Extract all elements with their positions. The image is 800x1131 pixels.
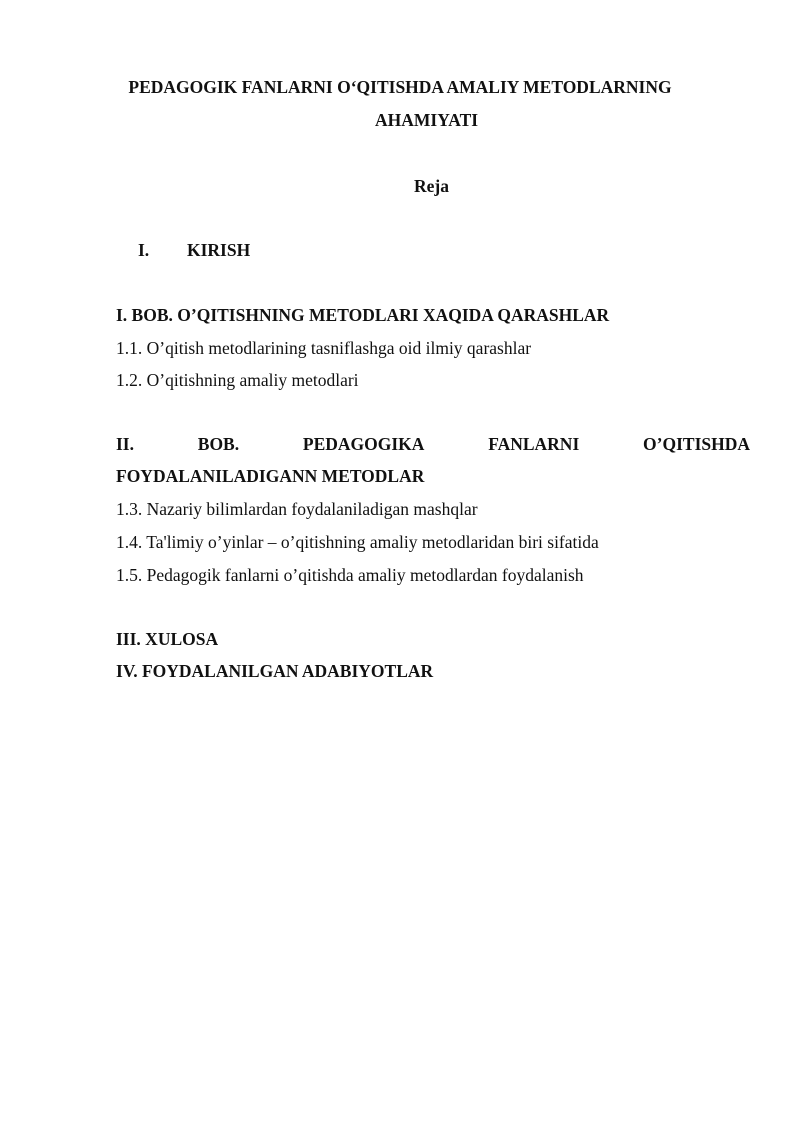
- chapter2-heading-word: II.: [116, 434, 134, 454]
- chapter2-heading-line-2: FOYDALANILADIGANN METODLAR: [116, 466, 425, 486]
- chapter2-item-3: 1.5. Pedagogik fanlarni o’qitishda amaliy metodlardan foydalanish: [116, 565, 584, 585]
- chapter2-heading-line-1: [116, 433, 750, 455]
- chapter2-heading-word: PEDAGOGIKA: [302, 434, 425, 454]
- title-line-1: PEDAGOGIK FANLARNI O‘QITISHDA AMALIY METODLARNING: [128, 77, 672, 97]
- chapter1-item-2: 1.2. O’qitishning amaliy metodlari: [116, 370, 359, 390]
- chapter2-heading-word: O’QITISHDA: [643, 434, 750, 454]
- chapter2-item-2: 1.4. Ta'limiy o’yinlar – o’qitishning amaliy metodlaridan biri sifatida: [116, 532, 599, 552]
- plan-heading: Reja: [414, 176, 449, 196]
- chapter2-heading-word: FANLARNI: [488, 434, 580, 454]
- title-line-2: AHAMIYATI: [375, 110, 479, 130]
- chapter1-item-1: 1.1. O’qitish metodlarining tasniflashga oid ilmiy qarashlar: [116, 338, 532, 358]
- intro-numeral: I.: [138, 240, 150, 260]
- chapter2-heading-word: BOB.: [197, 434, 240, 454]
- intro-label: KIRISH: [187, 240, 251, 260]
- references-heading: IV. FOYDALANILGAN ADABIYOTLAR: [116, 661, 434, 681]
- chapter2-item-1: 1.3. Nazariy bilimlardan foydalaniladigan mashqlar: [116, 499, 478, 519]
- conclusion-heading: III. XULOSA: [116, 629, 219, 649]
- chapter1-heading: I. BOB. O’QITISHNING METODLARI XAQIDA QARASHLAR: [116, 305, 610, 325]
